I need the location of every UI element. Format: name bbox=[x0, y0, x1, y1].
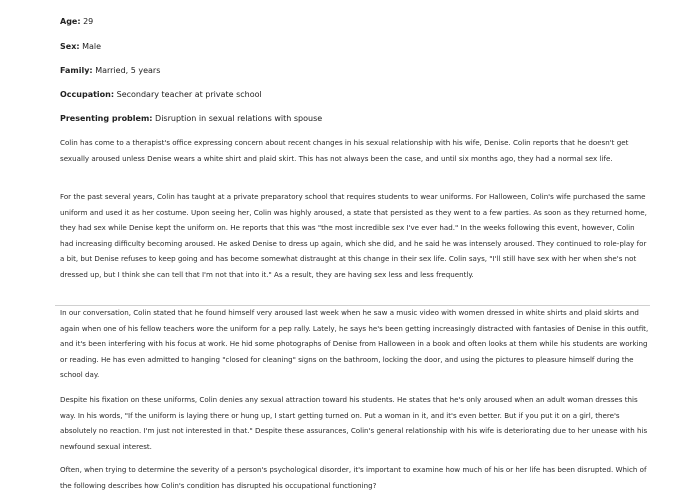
paragraph-conversation: In our conversation, Colin stated that he found himself very aroused last week when he saw a music video with women dressed in white shirts and plaid skirts and again when one of his fellow teachers wore the uniform for a pep rally. Lately, he says he's been getting increasingly distracted with fantasies of Denise in this outfit, and it's been interfering with his focus at work. He hid some photographs of Denise from Halloween in a book and often looks at them while his students are working or reading. He has even admitted to hanging "closed for cleaning" signs on the bathroom, locking the door, and using the pictures to pleasure himself during the school day. bbox=[60, 308, 649, 380]
sex-row bbox=[60, 42, 101, 52]
presenting-problem-row bbox=[60, 114, 322, 124]
presenting-problem-label: Presenting problem: bbox=[60, 114, 153, 123]
occupation-label: Occupation: bbox=[60, 90, 115, 99]
family-value: Married, 5 years bbox=[95, 66, 161, 75]
age-value: 29 bbox=[83, 17, 94, 26]
age-row bbox=[60, 17, 93, 27]
sex-label: Sex: bbox=[60, 42, 80, 51]
age-label: Age: bbox=[60, 17, 81, 26]
family-row bbox=[60, 66, 160, 76]
family-label: Family: bbox=[60, 66, 93, 75]
sex-value: Male bbox=[82, 42, 102, 51]
paragraph-question: Often, when trying to determine the severity of a person's psychological disorder, it's important to examine how much of his or her life has been disrupted. Which of the following describes how Colin's condition has disrupted his occupational functioning? bbox=[60, 465, 647, 490]
presenting-problem-value: Disruption in sexual relations with spouse bbox=[155, 114, 323, 123]
paragraph-intro: Colin has come to a therapist's office expressing concern about recent changes in his sexual relationship with his wife, Denise. Colin reports that he doesn't get sexually aroused unless Denise wears a white shirt and plaid skirt. This has not always been the case, and until six months ago, they had a normal sex life. bbox=[60, 138, 629, 163]
paragraph-halloween: For the past several years, Colin has taught at a private preparatory school that requires students to wear uniforms. For Halloween, Colin's wife purchased the same uniform and used it as her costume. Upon seeing her, Colin was highly aroused, a state that persisted as they went to a few parties. As soon as they returned home, they had sex while Denise kept the uniform on. He reports that this was "the most incredible sex I've ever had." In the weeks following this event, however, Colin had increasing difficulty becoming aroused. He asked Denise to dress up again, which she did, and he said he was intensely aroused. They continued to role-play for a bit, but Denise refuses to keep going and has become somewhat distraught at this change in their sex life. Colin says, "I'll still have sex with her when she's not dressed up, but I think she can tell that I'm not that into it." As a result, they are having sex less and less frequently. bbox=[60, 192, 647, 279]
paragraph-denial: Despite his fixation on these uniforms, Colin denies any sexual attraction toward his students. He states that he's only aroused when an adult woman dresses this way. In his words, "If the uniform is laying there or hung up, I start getting turned on. Put a woman in it, and it's even better. But if you put it on a girl, there's absolutely no reaction. I'm just not interested in that." Despite these assurances, Colin's general relationship with his wife is deteriorating due to her unease with his newfound sexual interest. bbox=[60, 395, 648, 451]
occupation-value: Secondary teacher at private school bbox=[116, 90, 262, 99]
occupation-row bbox=[60, 90, 262, 100]
